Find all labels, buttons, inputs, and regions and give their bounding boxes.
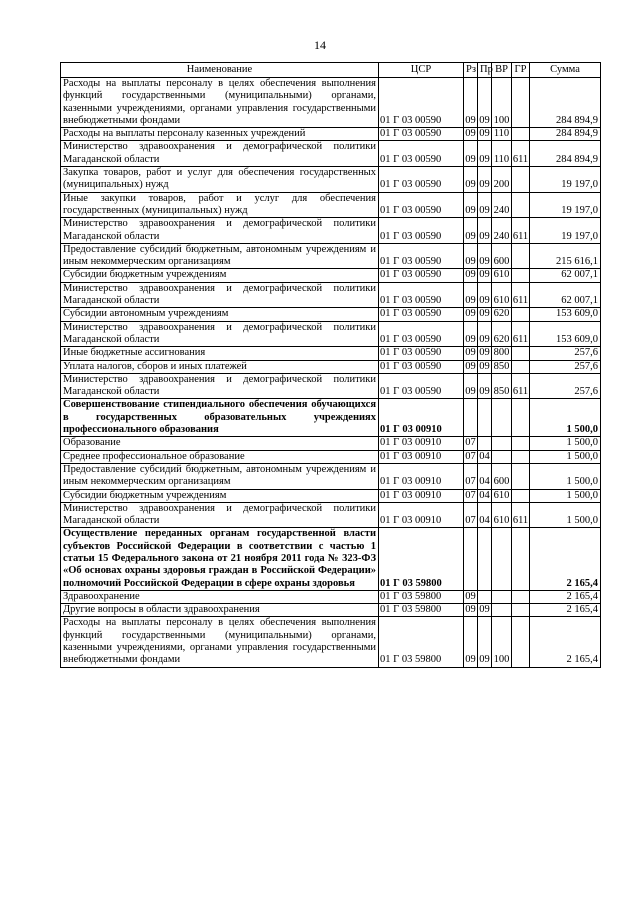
cell-pr [478, 528, 492, 590]
cell-name: Субсидии автономным учреждениям [61, 308, 379, 321]
cell-rz: 09 [465, 308, 476, 320]
cell-gr [512, 78, 530, 128]
cell-csr: 01 Г 03 59800 [379, 617, 464, 667]
cell-name: Расходы на выплаты персоналу в целях обеспечения выполнения функций государственными (муниципальными) органами, казенными учреждениями, органами управления государственными внебюджетными фондами [61, 617, 379, 667]
cell-name: Расходы на выплаты персоналу в целях обеспечения выполнения функций государственными (муниципальными) органами, казенными учреждениями, органами управления государственными внебюджетными фондами [61, 78, 379, 128]
table-row [61, 590, 601, 603]
table-row [61, 128, 601, 141]
cell-pr: 09 [478, 617, 492, 667]
cell-name: Образование [61, 437, 379, 450]
table-row [61, 502, 601, 528]
table-row [61, 308, 601, 321]
cell-csr: 01 Г 03 00590 [379, 192, 464, 218]
cell-name: Предоставление субсидий бюджетным, автономным учреждениям и иным некоммерческим организациям [61, 243, 379, 269]
cell-vr: 110 [492, 128, 512, 141]
cell-csr: 01 Г 03 00590 [379, 243, 464, 269]
cell-name: Министерство здравоохранения и демографической политики Магаданской области [61, 502, 379, 528]
cell-pr: 04 [479, 489, 490, 501]
cell-rz: 09 [465, 347, 476, 359]
table-row [61, 437, 601, 450]
cell-pr: 09 [479, 128, 490, 140]
cell-sum: 2 165,4 [530, 617, 601, 667]
cell-sum: 62 007,1 [530, 269, 601, 282]
cell-name: Министерство здравоохранения и демографической политики Магаданской области [61, 141, 379, 167]
cell-gr: 611 [512, 282, 530, 308]
cell-sum: 62 007,1 [530, 282, 601, 308]
cell-name: Здравоохранение [61, 590, 379, 603]
table-header-row [61, 63, 601, 78]
cell-rz: 09 [464, 243, 478, 269]
cell-csr: 01 Г 03 00910 [379, 463, 464, 489]
cell-sum: 19 197,0 [530, 167, 601, 193]
cell-vr: 600 [492, 463, 512, 489]
cell-pr: 09 [479, 269, 490, 281]
cell-pr: 09 [478, 167, 492, 193]
cell-sum: 153 609,0 [530, 321, 601, 347]
table-row [61, 269, 601, 282]
cell-name: Расходы на выплаты персоналу казенных учреждений [61, 128, 379, 141]
cell-csr: 01 Г 03 59800 [379, 590, 464, 603]
cell-pr [478, 590, 492, 603]
cell-csr: 01 Г 03 00590 [379, 269, 464, 282]
table-row [61, 321, 601, 347]
cell-gr: 611 [512, 141, 530, 167]
table-row [61, 489, 601, 502]
cell-vr: 600 [492, 243, 512, 269]
cell-sum: 2 165,4 [530, 604, 601, 617]
table-row [61, 360, 601, 373]
cell-csr: 01 Г 03 00910 [379, 489, 464, 502]
cell-rz: 09 [464, 321, 478, 347]
cell-gr [512, 167, 530, 193]
cell-vr: 610 [492, 502, 512, 528]
cell-name: Закупка товаров, работ и услуг для обеспечения государственных (муниципальных) нужд [61, 167, 379, 193]
cell-vr: 850 [492, 373, 512, 399]
cell-gr [512, 617, 530, 667]
cell-pr: 09 [478, 192, 492, 218]
cell-gr: 611 [512, 321, 530, 347]
cell-pr: 09 [479, 604, 490, 616]
cell-vr: 240 [492, 192, 512, 218]
table-row [61, 450, 601, 463]
cell-name: Другие вопросы в области здравоохранения [61, 604, 379, 617]
cell-name: Министерство здравоохранения и демографической политики Магаданской области [61, 282, 379, 308]
cell-pr: 09 [478, 141, 492, 167]
cell-csr: 01 Г 03 00910 [379, 399, 464, 437]
cell-vr: 850 [492, 360, 512, 373]
cell-rz: 09 [465, 590, 476, 602]
cell-vr: 610 [492, 489, 512, 502]
cell-csr: 01 Г 03 00590 [379, 128, 464, 141]
table-row [61, 399, 601, 437]
budget-table [60, 62, 601, 668]
cell-sum: 1 500,0 [530, 502, 601, 528]
header-pr: Пр [478, 63, 492, 78]
table-row [61, 243, 601, 269]
cell-gr [512, 269, 530, 282]
header-gr: ГР [512, 63, 530, 78]
cell-vr: 800 [492, 347, 512, 360]
cell-name: Иные закупки товаров, работ и услуг для обеспечения государственных (муниципальных) нужд [61, 192, 379, 218]
cell-csr: 01 Г 03 00590 [379, 347, 464, 360]
cell-name: Среднее профессиональное образование [61, 450, 379, 463]
cell-rz [464, 399, 478, 437]
cell-sum: 215 616,1 [530, 243, 601, 269]
cell-sum: 284 894,9 [530, 141, 601, 167]
cell-pr: 09 [478, 243, 492, 269]
header-csr: ЦСР [379, 63, 464, 78]
cell-vr: 610 [492, 282, 512, 308]
cell-rz: 09 [464, 192, 478, 218]
cell-gr [512, 463, 530, 489]
cell-sum: 257,6 [530, 347, 601, 360]
cell-csr: 01 Г 03 00590 [379, 308, 464, 321]
cell-vr: 240 [492, 218, 512, 244]
cell-rz: 07 [465, 489, 476, 501]
cell-pr: 04 [478, 502, 492, 528]
table-row [61, 528, 601, 590]
cell-csr: 01 Г 03 59800 [379, 528, 464, 590]
cell-vr [492, 590, 512, 603]
cell-rz: 09 [464, 141, 478, 167]
table-row [61, 218, 601, 244]
cell-rz: 07 [464, 502, 478, 528]
cell-rz [464, 528, 478, 590]
cell-sum: 257,6 [530, 360, 601, 373]
cell-name: Субсидии бюджетным учреждениям [61, 269, 379, 282]
table-row [61, 167, 601, 193]
cell-name: Министерство здравоохранения и демографической политики Магаданской области [61, 218, 379, 244]
cell-sum: 1 500,0 [530, 463, 601, 489]
cell-csr: 01 Г 03 00590 [379, 218, 464, 244]
cell-name: Иные бюджетные ассигнования [61, 347, 379, 360]
cell-csr: 01 Г 03 00910 [379, 502, 464, 528]
cell-rz: 09 [464, 78, 478, 128]
cell-rz: 09 [464, 218, 478, 244]
cell-sum: 2 165,4 [530, 528, 601, 590]
cell-pr [478, 437, 492, 450]
cell-pr: 09 [478, 218, 492, 244]
cell-pr: 09 [478, 321, 492, 347]
table-row [61, 604, 601, 617]
table-row [61, 347, 601, 360]
table-row [61, 141, 601, 167]
cell-gr [512, 243, 530, 269]
cell-csr: 01 Г 03 00590 [379, 141, 464, 167]
cell-sum: 19 197,0 [530, 192, 601, 218]
cell-name: Уплата налогов, сборов и иных платежей [61, 360, 379, 373]
cell-sum: 2 165,4 [530, 590, 601, 603]
cell-rz: 09 [465, 360, 476, 372]
cell-sum: 19 197,0 [530, 218, 601, 244]
cell-gr [512, 360, 530, 373]
cell-rz: 09 [465, 604, 476, 616]
cell-gr [512, 192, 530, 218]
cell-vr: 100 [492, 617, 512, 667]
header-rz: Рз [464, 63, 478, 78]
cell-pr: 09 [478, 78, 492, 128]
cell-csr: 01 Г 03 00590 [379, 373, 464, 399]
cell-vr: 110 [492, 141, 512, 167]
cell-vr: 620 [492, 308, 512, 321]
cell-vr [492, 528, 512, 590]
header-vr: ВР [492, 63, 512, 78]
cell-rz: 09 [465, 128, 476, 140]
cell-rz: 09 [464, 167, 478, 193]
cell-gr [512, 489, 530, 502]
cell-vr [492, 437, 512, 450]
cell-pr: 04 [478, 463, 492, 489]
cell-gr [512, 450, 530, 463]
cell-csr: 01 Г 03 00590 [379, 167, 464, 193]
cell-name: Совершенствование стипендиального обеспечения обучающихся в государственных образовательных учреждениях профессионального образования [61, 399, 379, 437]
cell-sum: 1 500,0 [530, 399, 601, 437]
cell-rz: 07 [465, 450, 476, 462]
cell-name: Предоставление субсидий бюджетным, автономным учреждениям и иным некоммерческим организациям [61, 463, 379, 489]
cell-pr: 09 [479, 308, 490, 320]
cell-rz: 09 [464, 282, 478, 308]
cell-gr: 611 [512, 373, 530, 399]
cell-vr: 610 [492, 269, 512, 282]
cell-csr: 01 Г 03 59800 [379, 604, 464, 617]
cell-vr: 620 [492, 321, 512, 347]
table-row [61, 192, 601, 218]
cell-sum: 1 500,0 [530, 450, 601, 463]
cell-rz: 07 [465, 437, 476, 449]
cell-csr: 01 Г 03 00590 [379, 78, 464, 128]
table-row [61, 282, 601, 308]
cell-vr: 100 [492, 78, 512, 128]
cell-gr [512, 437, 530, 450]
cell-pr: 09 [479, 347, 490, 359]
table-body [61, 78, 601, 668]
header-sum: Сумма [530, 63, 601, 78]
cell-rz: 07 [464, 463, 478, 489]
cell-rz: 09 [464, 617, 478, 667]
cell-csr: 01 Г 03 00590 [379, 282, 464, 308]
cell-gr [512, 590, 530, 603]
table-row [61, 373, 601, 399]
cell-csr: 01 Г 03 00910 [379, 437, 464, 450]
cell-pr: 09 [478, 282, 492, 308]
cell-sum: 1 500,0 [530, 437, 601, 450]
cell-sum: 257,6 [530, 373, 601, 399]
cell-pr: 09 [479, 360, 490, 372]
cell-name: Осуществление переданных органам государственной власти субъектов Российской Федерации в соответствии с частью 1 статьи 15 Федерального закона от 21 ноября 2011 года № 323-ФЗ «Об основах охраны здоровья граждан в Российской Федерации» полномочий Российской Федерации в сфере охраны здоровья [61, 528, 379, 590]
cell-sum: 153 609,0 [530, 308, 601, 321]
cell-rz: 09 [464, 373, 478, 399]
cell-gr [512, 399, 530, 437]
cell-gr [512, 308, 530, 321]
cell-sum: 284 894,9 [530, 128, 601, 141]
cell-name: Министерство здравоохранения и демографической политики Магаданской области [61, 321, 379, 347]
cell-csr: 01 Г 03 00910 [379, 450, 464, 463]
cell-vr [492, 450, 512, 463]
cell-sum: 284 894,9 [530, 78, 601, 128]
cell-vr [492, 399, 512, 437]
cell-csr: 01 Г 03 00590 [379, 360, 464, 373]
cell-sum: 1 500,0 [530, 489, 601, 502]
cell-vr: 200 [492, 167, 512, 193]
page-number: 14 [314, 38, 326, 52]
cell-name: Субсидии бюджетным учреждениям [61, 489, 379, 502]
cell-pr [478, 399, 492, 437]
table-row [61, 78, 601, 128]
table-row [61, 463, 601, 489]
cell-gr: 611 [512, 218, 530, 244]
cell-name: Министерство здравоохранения и демографической политики Магаданской области [61, 373, 379, 399]
cell-pr: 09 [478, 373, 492, 399]
cell-gr [512, 528, 530, 590]
cell-vr [492, 604, 512, 617]
cell-gr [512, 604, 530, 617]
cell-rz: 09 [465, 269, 476, 281]
cell-csr: 01 Г 03 00590 [379, 321, 464, 347]
header-name: Наименование [61, 63, 379, 78]
cell-pr: 04 [479, 450, 490, 462]
table-row [61, 617, 601, 667]
cell-gr [512, 347, 530, 360]
cell-gr: 611 [512, 502, 530, 528]
cell-gr [512, 128, 530, 141]
